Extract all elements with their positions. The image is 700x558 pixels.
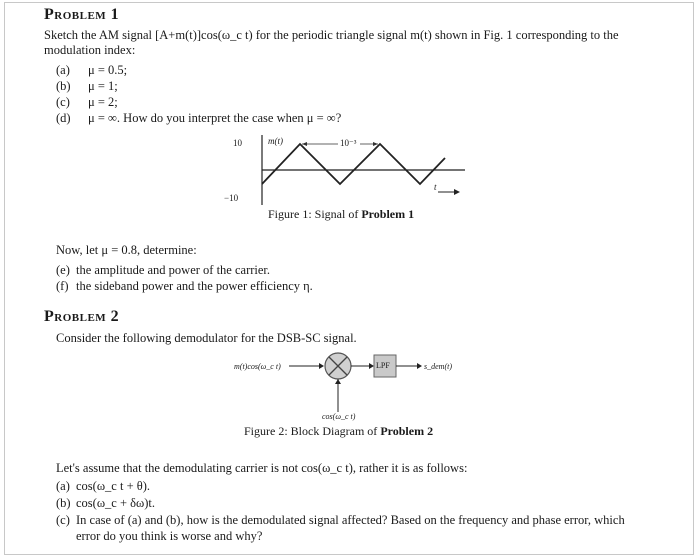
figure-1-y-bottom-label: −10 [224,193,239,203]
problem-2-item-c-continuation: error do you think is worse and why? [76,529,263,543]
figure-2-input-label: m(t)cos(ω_c t) [234,362,281,371]
figure-2-carrier-arrowhead [335,379,341,384]
problem-1-item-e-text: the amplitude and power of the carrier. [76,263,271,277]
problem-1-item-a-text: μ = 0.5; [88,63,128,77]
problem-1-item-c-label: (c) [56,95,70,109]
problem-2-item-c-label: (c) [56,513,70,527]
figure-2-caption-bold: Problem 2 [380,424,434,438]
figure-1-t-arrowhead [454,189,460,195]
problem-1-item-e-label: (e) [56,263,70,277]
figure-1-period-arrow-left [302,142,307,146]
figure-1-t-label: t [434,182,437,192]
problem-1-item-b-text: μ = 1; [88,79,118,93]
figure-2-output-label: s_dem(t) [424,362,452,371]
problem-1-item-d-text: μ = ∞. How do you interpret the case when μ = ∞? [88,111,342,125]
problem-1-now-line: Now, let μ = 0.8, determine: [56,243,197,257]
figure-1-caption [268,207,414,222]
figure-1-period-label: 10⁻³ [340,138,357,148]
problem-1-item-b-label: (b) [56,79,71,93]
problem-1-item-d-label: (d) [56,111,71,125]
problem-2-title: Problem 2 [44,308,120,325]
problem-1-intro-line-2: modulation index: [44,43,136,57]
figure-2-carrier-label: cos(ω_c t) [322,412,356,421]
figure-2-caption [244,424,433,439]
problem-1-title: Problem 1 [44,6,120,23]
figure-2-output-arrowhead [417,363,422,369]
problem-2-item-c-text: In case of (a) and (b), how is the demodulated signal affected? Based on the frequency and phase error, which [76,513,625,527]
figure-2-caption-prefix: Figure 2: Block Diagram of [244,424,381,438]
problem-1-item-f-label: (f) [56,279,69,293]
problem-1-intro-line-1: Sketch the AM signal [A+m(t)]cos(ω_c t) for the periodic triangle signal m(t) shown in Fig. 1 corresponding to the [44,28,619,42]
problem-1-item-f-text: the sideband power and the power efficiency η. [76,279,313,293]
problem-2-assume-line: Let's assume that the demodulating carrier is not cos(ω_c t), rather it is as follows: [56,461,468,475]
figure-2-lpf-label: LPF [376,361,390,370]
figure-1-y-top-label: 10 [233,138,242,148]
figure-2-input-arrowhead [319,363,324,369]
problem-2-item-a-text: cos(ω_c t + θ). [76,479,151,493]
problem-2-intro: Consider the following demodulator for the DSB-SC signal. [56,331,357,345]
problem-2-item-b-text: cos(ω_c + δω)t. [76,496,156,510]
problem-2-item-a-label: (a) [56,479,70,493]
figure-1-triangle-waveform [262,144,445,184]
problem-2-item-b-label: (b) [56,496,71,510]
problem-1-item-a-label: (a) [56,63,70,77]
figure-1-caption-prefix: Figure 1: Signal of [268,207,362,221]
figure-1-period-arrow-right [373,142,378,146]
figure-1-signal-label: m(t) [268,136,283,146]
figure-2-lpf-arrowhead [369,363,374,369]
problem-1-item-c-text: μ = 2; [88,95,118,109]
figure-1-caption-bold: Problem 1 [361,207,415,221]
